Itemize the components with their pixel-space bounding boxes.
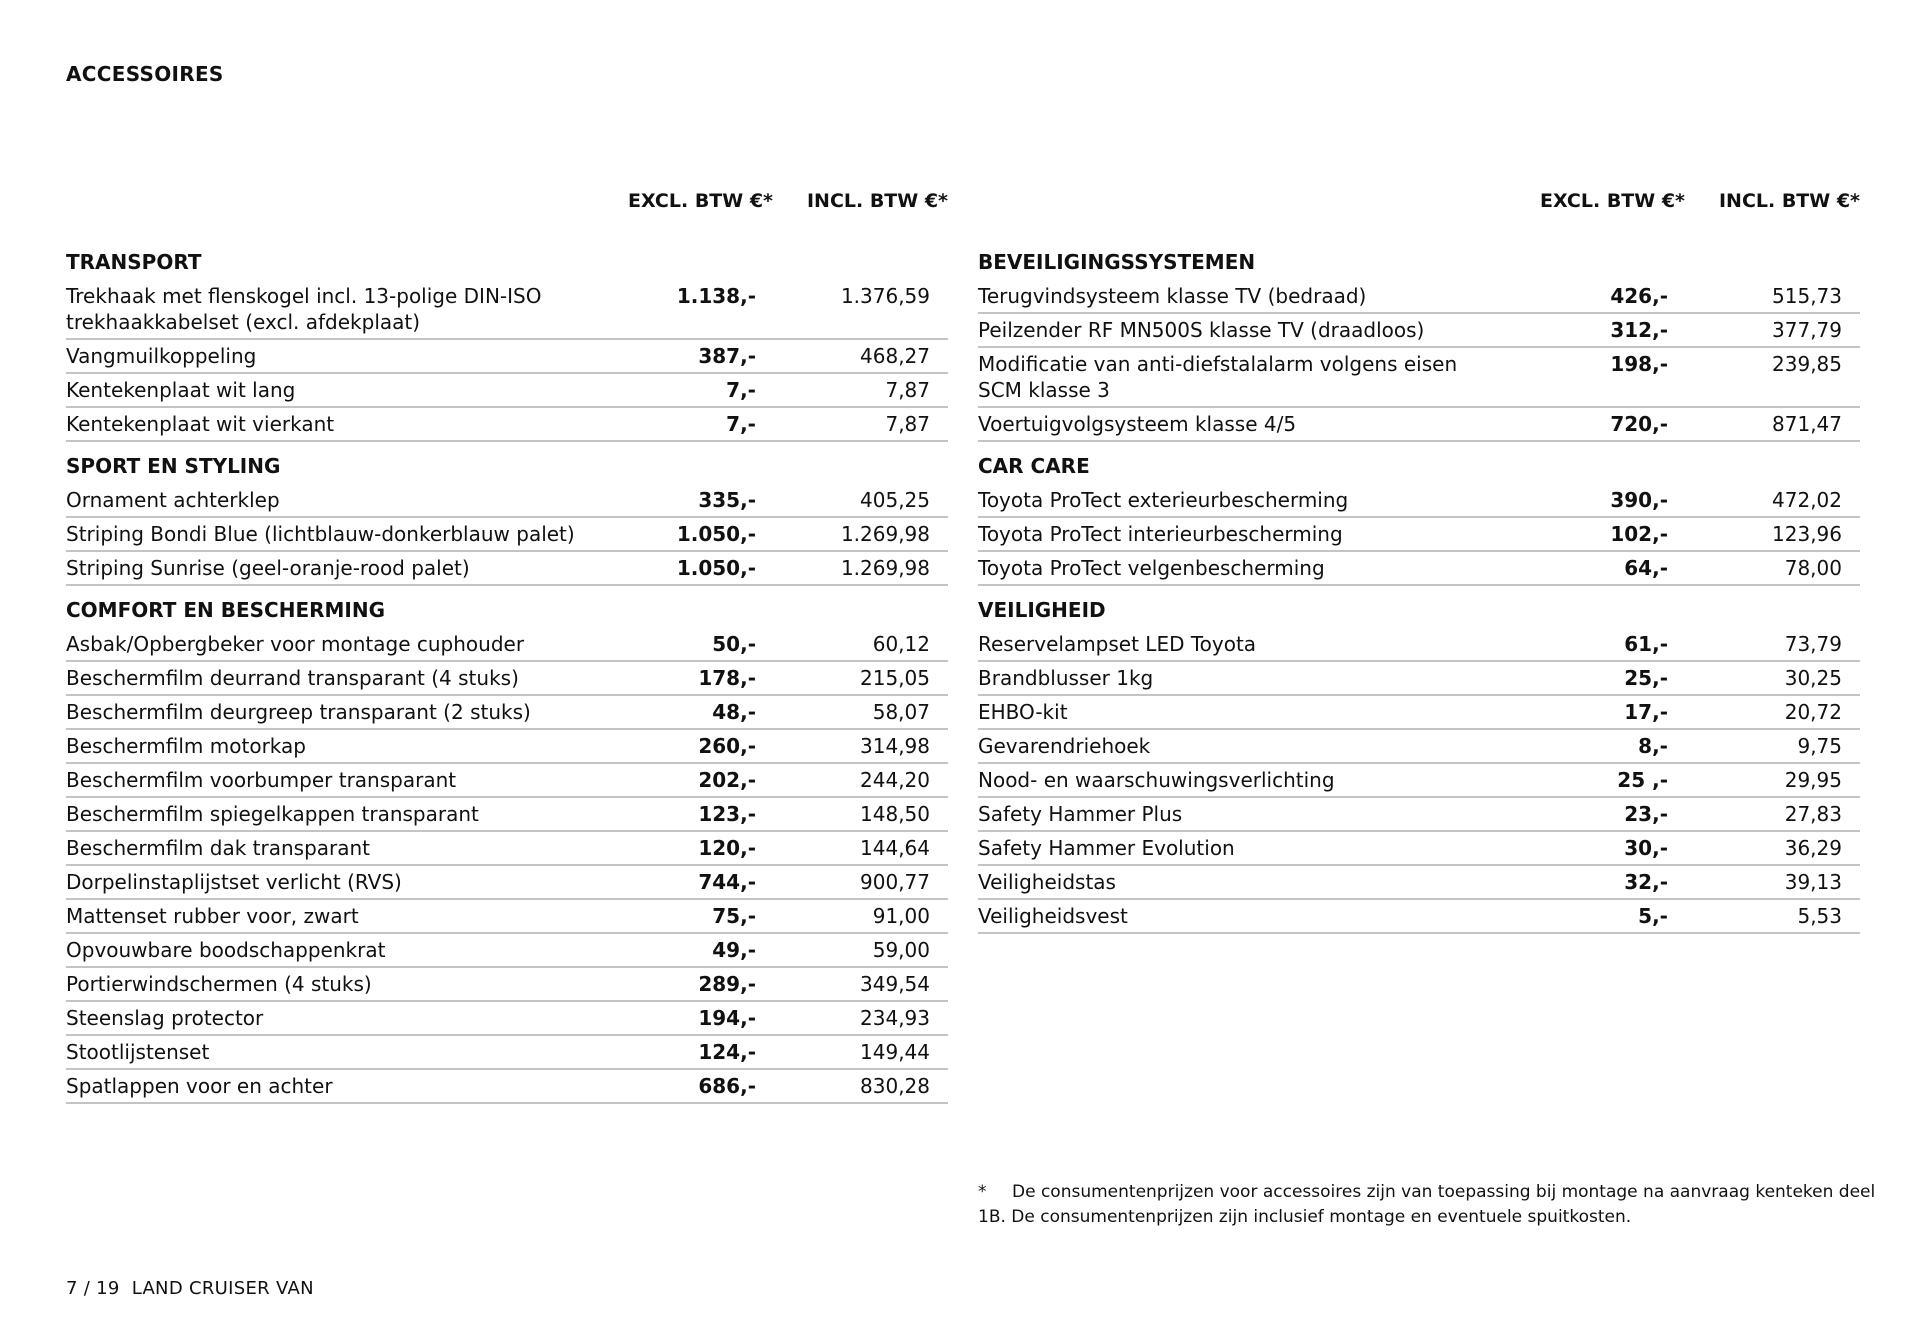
price-excl: 124,-: [698, 1040, 756, 1064]
price-incl: 30,25: [1784, 666, 1842, 690]
item-name: Kentekenplaat wit vierkant: [66, 412, 335, 436]
item-name: Opvouwbare boodschappenkrat: [66, 938, 386, 962]
section-heading: TRANSPORT: [66, 250, 202, 274]
item-name: Mattenset rubber voor, zwart: [66, 904, 359, 928]
price-incl: 39,13: [1784, 870, 1842, 894]
table-row: [978, 798, 1860, 832]
price-incl: 1.269,98: [840, 522, 930, 546]
footnote-marker: *: [978, 1182, 987, 1202]
item-name: Portierwindschermen (4 stuks): [66, 972, 372, 996]
price-incl: 1.269,98: [840, 556, 930, 580]
item-name: Beschermfilm deurgreep transparant (2 stuks): [66, 700, 531, 724]
price-incl: 91,00: [872, 904, 930, 928]
price-excl: 120,-: [698, 836, 756, 860]
page-title: ACCESSOIRES: [66, 62, 224, 86]
table-row: [66, 374, 948, 408]
price-incl: 9,75: [1797, 734, 1842, 758]
item-name: Striping Bondi Blue (lichtblauw-donkerblauw palet): [66, 522, 575, 546]
price-excl: 335,-: [698, 488, 756, 512]
table-row: [66, 798, 948, 832]
price-excl: 260,-: [698, 734, 756, 758]
table-row: [978, 348, 1860, 408]
table-row: [66, 628, 948, 662]
table-row: [978, 628, 1860, 662]
item-name: EHBO-kit: [978, 700, 1068, 724]
item-name: Voertuigvolgsysteem klasse 4/5: [978, 412, 1297, 436]
item-name: Ornament achterklep: [66, 488, 280, 512]
price-excl: 5,-: [1638, 904, 1668, 928]
price-incl: 78,00: [1784, 556, 1842, 580]
item-name: Beschermfilm voorbumper transparant: [66, 768, 457, 792]
price-excl: 289,-: [698, 972, 756, 996]
price-excl: 312,-: [1610, 318, 1668, 342]
price-excl: 198,-: [1610, 352, 1668, 376]
price-incl: 144,64: [860, 836, 930, 860]
item-name: Beschermfilm dak transparant: [66, 836, 371, 860]
section-heading: CAR CARE: [978, 454, 1090, 478]
price-incl: 60,12: [872, 632, 930, 656]
price-excl: 102,-: [1610, 522, 1668, 546]
table-row: [978, 552, 1860, 586]
price-incl: 27,83: [1784, 802, 1842, 826]
price-incl: 36,29: [1784, 836, 1842, 860]
price-excl: 50,-: [712, 632, 756, 656]
item-name: Stootlijstenset: [66, 1040, 210, 1064]
price-incl: 314,98: [860, 734, 930, 758]
price-excl: 48,-: [712, 700, 756, 724]
item-name: Toyota ProTect interieurbescherming: [978, 522, 1343, 546]
table-row: [66, 696, 948, 730]
table-row: [66, 730, 948, 764]
price-incl: 405,25: [860, 488, 930, 512]
price-excl: 64,-: [1624, 556, 1668, 580]
price-incl: 1.376,59: [840, 284, 930, 308]
table-row: [66, 1002, 948, 1036]
table-row: [66, 552, 948, 586]
header-excl-btw: EXCL. BTW €*: [627, 190, 773, 212]
price-excl: 686,-: [698, 1074, 756, 1098]
table-row: [978, 314, 1860, 348]
price-excl: 426,-: [1610, 284, 1668, 308]
price-excl: 7,-: [726, 378, 756, 402]
item-name: Striping Sunrise (geel-oranje-rood palet): [66, 556, 470, 580]
item-name: Asbak/Opbergbeker voor montage cuphouder: [66, 632, 525, 656]
item-name: Reservelampset LED Toyota: [978, 632, 1257, 656]
table-header: [978, 188, 1860, 238]
price-incl: 900,77: [860, 870, 930, 894]
left-price-table: [66, 188, 948, 1104]
item-name: Beschermfilm motorkap: [66, 734, 306, 758]
price-excl: 744,-: [698, 870, 756, 894]
price-incl: 148,50: [860, 802, 930, 826]
price-excl: 32,-: [1624, 870, 1668, 894]
table-row: [66, 1036, 948, 1070]
section-heading: COMFORT EN BESCHERMING: [66, 598, 386, 622]
price-excl: 61,-: [1624, 632, 1668, 656]
table-row: [978, 900, 1860, 934]
table-row: [978, 662, 1860, 696]
price-incl: 871,47: [1772, 412, 1842, 436]
price-excl: 194,-: [698, 1006, 756, 1030]
price-incl: 123,96: [1772, 522, 1842, 546]
price-incl: 515,73: [1772, 284, 1842, 308]
price-excl: 8,-: [1638, 734, 1668, 758]
price-incl: 5,53: [1797, 904, 1842, 928]
table-row: [978, 484, 1860, 518]
price-excl: 720,-: [1610, 412, 1668, 436]
price-incl: 59,00: [872, 938, 930, 962]
item-name: Toyota ProTect velgenbescherming: [978, 556, 1325, 580]
price-incl: 29,95: [1784, 768, 1842, 792]
table-row: [978, 764, 1860, 798]
price-excl: 30,-: [1624, 836, 1668, 860]
item-name: Vangmuilkoppeling: [66, 344, 257, 368]
table-row: [66, 340, 948, 374]
price-incl: 149,44: [860, 1040, 930, 1064]
table-header: [66, 188, 948, 238]
price-excl: 49,-: [712, 938, 756, 962]
price-incl: 244,20: [860, 768, 930, 792]
price-excl: 25 ,-: [1617, 768, 1668, 792]
price-excl: 123,-: [698, 802, 756, 826]
price-excl: 25,-: [1624, 666, 1668, 690]
header-incl-btw: INCL. BTW €*: [1718, 190, 1860, 212]
item-name: Beschermfilm deurrand transparant (4 stuks): [66, 666, 519, 690]
table-row: [978, 730, 1860, 764]
item-name: Nood- en waarschuwingsverlichting: [978, 768, 1335, 792]
price-excl: 17,-: [1624, 700, 1668, 724]
table-row: [66, 484, 948, 518]
table-row: [66, 764, 948, 798]
price-incl: 239,85: [1772, 352, 1842, 376]
item-name: Brandblusser 1kg: [978, 666, 1154, 690]
footnote-text: De consumentenprijzen voor accessoires zijn van toepassing bij montage na aanvraag kenteken deel 1B. De consumentenprijzen zijn inclusief montage en eventuele spuitkosten.: [978, 1182, 1876, 1227]
table-row: [66, 968, 948, 1002]
price-excl: 202,-: [698, 768, 756, 792]
price-excl: 23,-: [1624, 802, 1668, 826]
price-excl: 75,-: [712, 904, 756, 928]
item-name: Peilzender RF MN500S klasse TV (draadloos): [978, 318, 1425, 342]
section-heading: VEILIGHEID: [978, 598, 1106, 622]
right-price-table: [978, 188, 1860, 934]
item-name: Toyota ProTect exterieurbescherming: [978, 488, 1349, 512]
item-name: Modificatie van anti-diefstalalarm volgens eisen SCM klasse 3: [978, 352, 1458, 402]
price-excl: 178,-: [698, 666, 756, 690]
price-excl: 390,-: [1610, 488, 1668, 512]
price-excl: 1.138,-: [676, 284, 756, 308]
table-row: [66, 280, 948, 340]
price-incl: 377,79: [1772, 318, 1842, 342]
price-incl: 234,93: [860, 1006, 930, 1030]
price-incl: 7,87: [885, 412, 930, 436]
section-heading: BEVEILIGINGSSYSTEMEN: [978, 250, 1256, 274]
price-incl: 58,07: [872, 700, 930, 724]
item-name: Dorpelinstaplijstset verlicht (RVS): [66, 870, 402, 894]
item-name: Steenslag protector: [66, 1006, 264, 1030]
item-name: Veiligheidsvest: [978, 904, 1128, 928]
table-row: [66, 934, 948, 968]
price-excl: 387,-: [698, 344, 756, 368]
section-heading: SPORT EN STYLING: [66, 454, 281, 478]
footnote: [978, 1180, 1878, 1230]
price-incl: 215,05: [860, 666, 930, 690]
table-row: [978, 696, 1860, 730]
table-row: [978, 832, 1860, 866]
table-row: [66, 866, 948, 900]
table-row: [978, 518, 1860, 552]
item-name: Spatlappen voor en achter: [66, 1074, 333, 1098]
header-incl-btw: INCL. BTW €*: [806, 190, 948, 212]
item-name: Terugvindsysteem klasse TV (bedraad): [978, 284, 1367, 308]
item-name: Beschermfilm spiegelkappen transparant: [66, 802, 479, 826]
price-excl: 1.050,-: [676, 522, 756, 546]
table-row: [978, 280, 1860, 314]
price-incl: 472,02: [1772, 488, 1842, 512]
table-row: [66, 900, 948, 934]
page-footer: 7 / 19 LAND CRUISER VAN: [66, 1278, 314, 1299]
price-incl: 349,54: [860, 972, 930, 996]
table-row: [978, 866, 1860, 900]
item-name: Trekhaak met flenskogel incl. 13-polige DIN-ISO trekhaakkabelset (excl. afdekplaat): [66, 284, 542, 334]
item-name: Veiligheidstas: [978, 870, 1116, 894]
price-incl: 830,28: [860, 1074, 930, 1098]
price-excl: 1.050,-: [676, 556, 756, 580]
price-incl: 7,87: [885, 378, 930, 402]
table-row: [66, 408, 948, 442]
table-row: [66, 662, 948, 696]
price-incl: 20,72: [1784, 700, 1842, 724]
item-name: Safety Hammer Evolution: [978, 836, 1235, 860]
item-name: Kentekenplaat wit lang: [66, 378, 296, 402]
table-row: [66, 1070, 948, 1104]
header-excl-btw: EXCL. BTW €*: [1539, 190, 1685, 212]
table-row: [66, 518, 948, 552]
price-excl: 7,-: [726, 412, 756, 436]
price-incl: 468,27: [860, 344, 930, 368]
item-name: Safety Hammer Plus: [978, 802, 1183, 826]
table-row: [66, 832, 948, 866]
price-incl: 73,79: [1784, 632, 1842, 656]
item-name: Gevarendriehoek: [978, 734, 1151, 758]
table-row: [978, 408, 1860, 442]
